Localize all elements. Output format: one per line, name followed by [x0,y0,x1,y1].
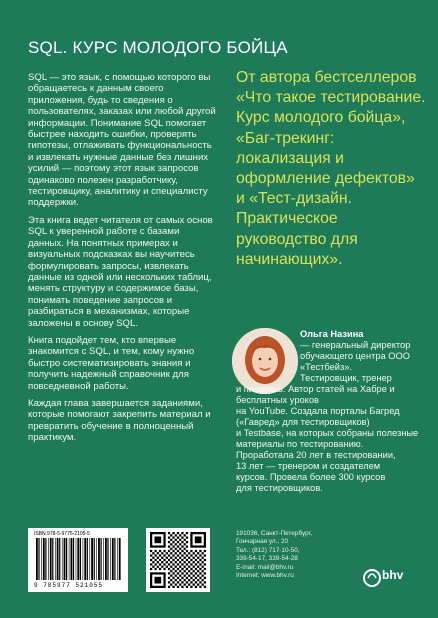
author-bio-line: 13 лет — тренером и создателем [236,461,381,471]
address-line: 339-54-17, 339-54-28 [236,555,298,563]
author-bio-line: Проработала 20 лет в тестировании, [236,450,396,460]
author-bio-line: («Гавред» для тестировщиков) [236,417,370,427]
description-paragraph-4: Каждая глава завершается заданиями, которые помогают закрепить материал и превратить обучение в полноценный практикум. [28,397,211,444]
author-bio-line: и Testbase, на которых собраны полезные материалы по тестированию. [236,428,419,449]
book-description [28,72,216,450]
address-line: 191036, Санкт-Петербург, [236,530,312,537]
barcode-number: 9 785977 521055 [34,582,104,589]
isbn-barcode [28,528,128,592]
author-promo: От автора бестселлеров «Что такое тестирование. Курс молодого бойца», «Баг-трекинг: локализация и оформление дефектов» и «Тест-дизайн. Практическое руководство для начинающих». [236,69,426,268]
description-paragraph-2: Эта книга ведет читателя от самых основ SQL к уверенной работе с базами данных. На понятных примерах и визуальных подсказках вы научитесь формулировать запросы, извлекать данные из одной или нескольких таблиц, менять структуру и содержимое базы, понимать поведение запросов и разбираться в механизмах, которые заложены в основу SQL. [28,214,213,329]
author-bio-line: на YouTube. Создала порталы Багред [236,406,400,416]
author-name: Ольга Назина [300,329,364,339]
author-bio-line: — генеральный директор обучающего центра ООО «Тестбейз». [300,340,411,372]
author-bio-line: для тестировщиков. [236,483,323,493]
description-paragraph-1: SQL — это язык, с помощью которого вы обращаетесь к данным своего приложения, будь то сведения о пользователях, заказах или любой другой информации. Понимание SQL помогает быстрее находить ошибки, проверять гипотезы, отлаживать функциональность и извлекать нужные данные без лишних усилий — поэтому этот язык запросов одинаково полезен разработчику, тестировщику, аналитику и специалисту поддержки. [28,72,216,209]
qr-code [146,528,210,592]
book-title: SQL. КУРС МОЛОДОГО БОЙЦА [28,38,288,57]
address-line: E-mail: mail@bhv.ru [236,563,294,571]
author-bio-line: курсов. Провела более 300 курсов [236,472,386,482]
address-line: Тел.: (812) 717-10-50, [236,546,300,554]
author-bio-line [236,329,432,340]
qr-code-icon [146,528,210,592]
author-bio-line: Тестировщик, тренер [300,373,392,383]
author-bio [236,329,432,494]
author-bio-line: и писатель. Автор статей на Хабре и бесплатных уроков [236,384,395,405]
isbn-label: ISBN 978-5-9775-2105-5 [34,531,90,537]
address-line: Гончарная ул., 20 [236,538,289,546]
publisher-logo: bhv [382,568,404,582]
address-line: Internet: www.bhv.ru [236,572,294,580]
publisher-address [236,530,346,580]
description-paragraph-3: Книга подойдет тем, кто впервые знакомится с SQL, и тем, кому нужно быстро систематизировать знания и получить надежный справочник для повседневной работы. [28,334,195,392]
